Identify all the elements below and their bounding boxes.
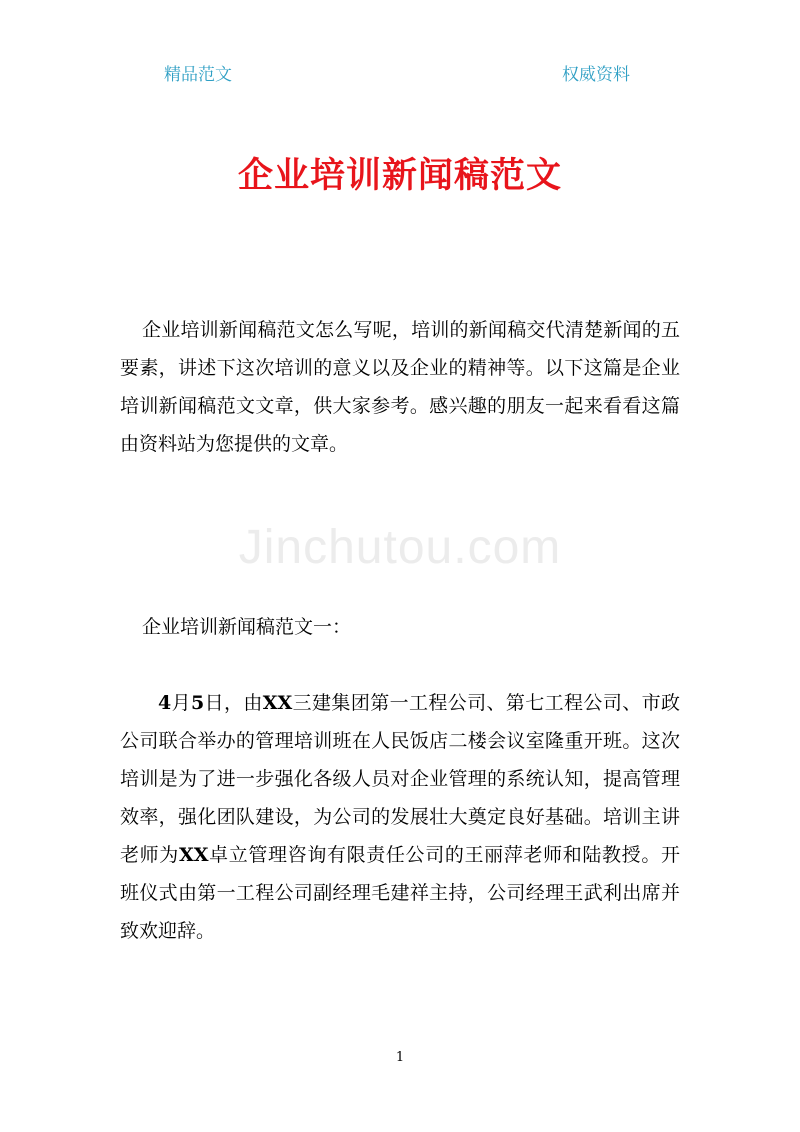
body-text-3: 三建集团第一工程公司、第七工程公司、市政公司联合举办的管理培训班在人民饭店二楼会议室隆重开班。这次培训是为了进一步强化各级人员对企业管理的系统认知，提高管理效率，强化团队建设，为公司的发展壮大奠定良好基础。培训主讲老师为 <box>120 692 680 866</box>
header-left-label: 精品范文 <box>164 65 232 85</box>
page-number: 1 <box>395 1050 405 1065</box>
body-text-2: 日，由 <box>204 692 263 714</box>
intro-paragraph: 企业培训新闻稿范文怎么写呢，培训的新闻稿交代清楚新闻的五要素，讲述下这次培训的意义以及企业的精神等。以下这篇是企业培训新闻稿范文文章，供大家参考。感兴趣的朋友一起来看看这篇由资料站为您提供的文章。 <box>120 319 680 455</box>
body-text-4: 卓立管理咨询有限责任公司的王丽萍老师和陆教授。开班仪式由第一工程公司副经理毛建祥主持，公司经理王武利出席并致欢迎辞。 <box>120 844 680 942</box>
body-month: 4 <box>158 692 172 714</box>
body-xx-2: XX <box>178 844 209 866</box>
body-day: 5 <box>191 692 205 714</box>
body-xx-1: XX <box>262 692 293 714</box>
watermark: Jinchutou.com <box>238 521 562 574</box>
document-title: 企业培训新闻稿范文 <box>237 155 562 196</box>
section-heading: 企业培训新闻稿范文一： <box>142 616 352 638</box>
header-right-label: 权威资料 <box>562 65 630 85</box>
body-text-1: 月 <box>171 692 192 714</box>
body-paragraph <box>120 684 680 950</box>
